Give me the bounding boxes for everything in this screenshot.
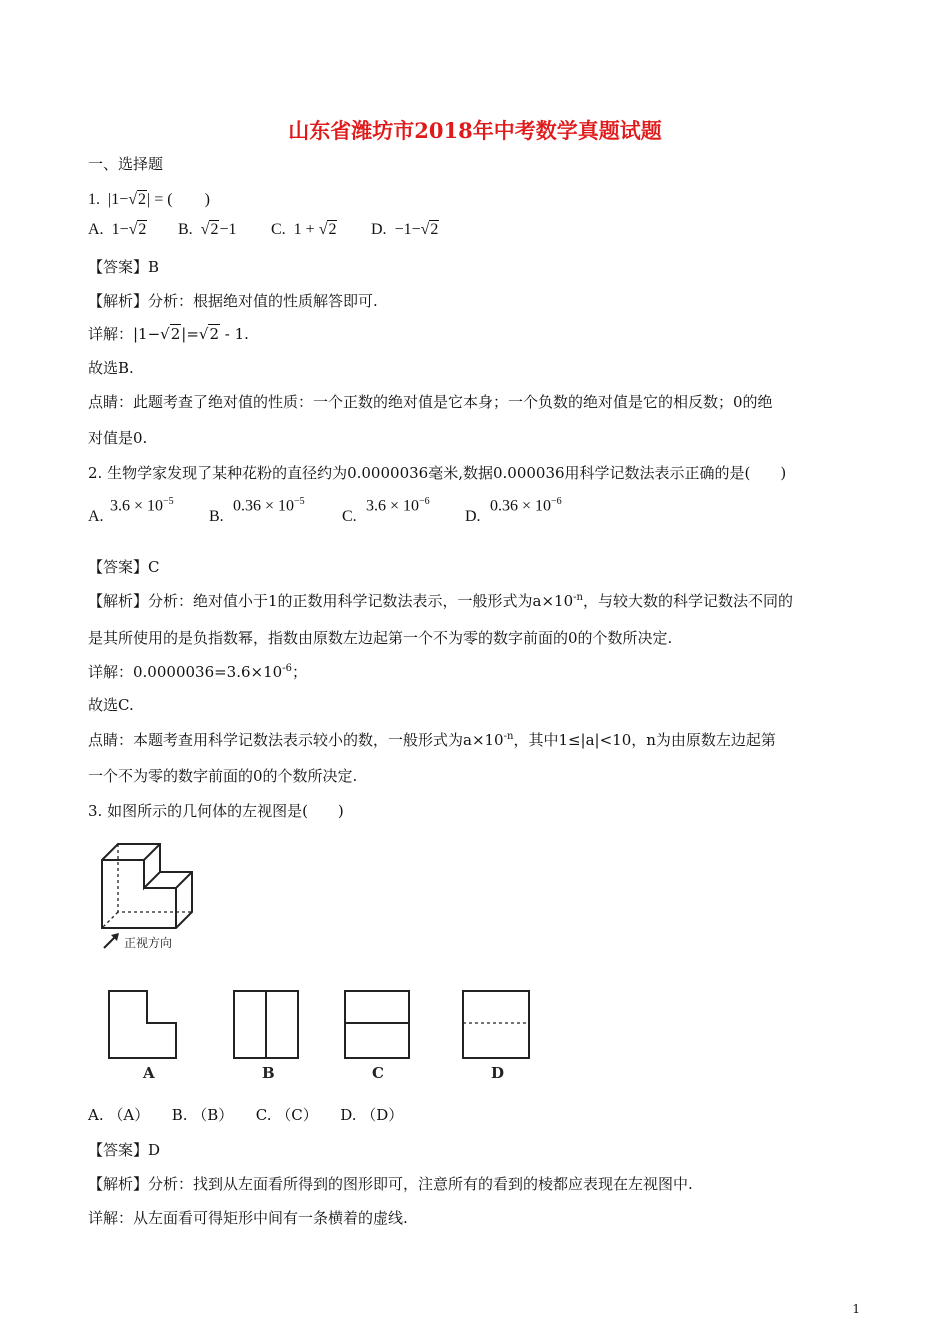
- page-number: 1: [852, 1302, 860, 1316]
- q3-figure-b[interactable]: [234, 991, 298, 1058]
- q1-comment-line2: 对值是0.: [88, 429, 148, 447]
- q1-analysis: 【解析】分析：根据绝对值的性质解答即可.: [88, 292, 378, 310]
- q1-answer: 【答案】B: [88, 258, 160, 276]
- q2-comment-line2: 一个不为零的数字前面的0的个数所决定.: [88, 767, 358, 785]
- q3-answer: 【答案】D: [88, 1141, 161, 1159]
- q3-analysis: 【解析】分析：找到从左面看所得到的图形即可，注意所有的看到的棱都应表现在左视图中.: [88, 1175, 693, 1193]
- q3-detail: 详解：从左面看可得矩形中间有一条横着的虚线.: [88, 1209, 408, 1227]
- q2-option-b[interactable]: $0.36 \times 10^{-5}$: [233, 496, 305, 515]
- q2-detail: 详解：$0.0000036=3.6\times 10^{-6}$；: [88, 663, 307, 681]
- q3-figure-d[interactable]: [463, 991, 529, 1058]
- q1-stem: 1. |1−√2| = ( ): [88, 191, 210, 208]
- q3-figure-a-label: A: [143, 1064, 155, 1082]
- q3-view-direction-label: 正视方向: [124, 936, 173, 950]
- q2-option-c-label: C.: [342, 508, 357, 525]
- q2-option-d-label: D.: [465, 508, 481, 525]
- q1-option-d[interactable]: D. −1−√2: [371, 221, 439, 238]
- q2-choose: 故选C.: [88, 696, 134, 714]
- q3-figure-c[interactable]: [345, 991, 409, 1058]
- q3-figure-c-label: C: [372, 1064, 384, 1082]
- q2-analysis-line1: 【解析】分析：绝对值小于1的正数用科学记数法表示，一般形式为$a\times 10^{-n}$，与较大数的科学记数法不同的: [88, 592, 793, 610]
- q2-option-a-label: A.: [88, 508, 104, 525]
- q1-detail: 详解：|1−√2|=√2 - 1.: [88, 325, 249, 343]
- section-heading: 一、选择题: [88, 155, 164, 173]
- q2-option-a[interactable]: $3.6 \times 10^{-5}$: [110, 496, 174, 515]
- q3-figure-a[interactable]: [109, 991, 176, 1058]
- q2-analysis-line2: 是其所使用的是负指数幂，指数由原数左边起第一个不为零的数字前面的0的个数所决定.: [88, 629, 673, 647]
- q1-option-b[interactable]: B. √2−1: [178, 221, 237, 238]
- q3-solid-figure: [92, 838, 212, 956]
- q1-comment-line1: 点睛：此题考查了绝对值的性质：一个正数的绝对值是它本身；一个负数的绝对值是它的相反数；0的绝: [88, 393, 773, 411]
- q1-options: [88, 221, 888, 243]
- q2-answer: 【答案】C: [88, 558, 160, 576]
- q1-option-c[interactable]: C. 1 + √2: [271, 221, 337, 238]
- q2-stem: 2. 生物学家发现了某种花粉的直径约为0.0000036毫米,数据0.000036用科学记数法表示正确的是( ): [88, 464, 787, 482]
- q2-option-d[interactable]: $0.36 \times 10^{-6}$: [490, 496, 562, 515]
- q1-option-a[interactable]: A. 1−√2: [88, 221, 147, 238]
- q3-stem: 3. 如图所示的几何体的左视图是( ): [88, 802, 344, 820]
- q2-options: [88, 496, 888, 530]
- q2-comment-line1: 点睛：本题考查用科学记数法表示较小的数，一般形式为$a\times 10^{-n}$，其中1≤|a|<10，n为由原数左边起第: [88, 731, 776, 749]
- q3-options-text: A. （A） B. （B） C. （C） D. （D）: [88, 1106, 404, 1124]
- page-title: 山东省潍坊市2018年中考数学真题试题: [288, 118, 662, 143]
- q2-option-c[interactable]: $3.6 \times 10^{-6}$: [366, 496, 430, 515]
- q1-choose: 故选B.: [88, 359, 134, 377]
- q3-figure-b-label: B: [262, 1064, 275, 1082]
- q3-figure-d-label: D: [491, 1064, 505, 1082]
- q3-view-options: [100, 985, 540, 1085]
- q2-option-b-label: B.: [209, 508, 224, 525]
